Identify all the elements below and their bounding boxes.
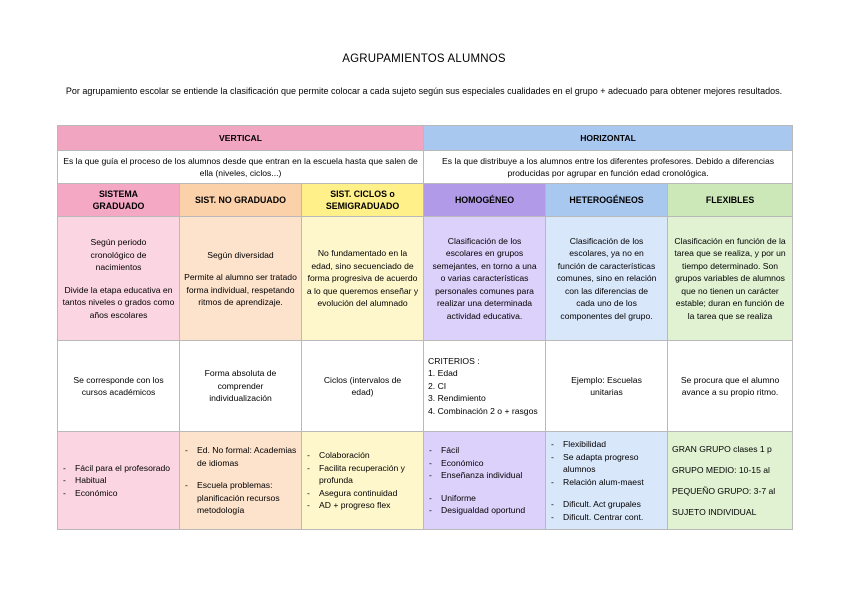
homogeneo-criteria [424,341,546,432]
homogeneo-definition: Clasificación de los escolares en grupos semejantes, en torno a una o varias características personales comunes para realizar una determinada actividad educativa. [424,217,546,341]
header-sistema-graduado: SISTEMA GRADUADO [58,184,180,217]
flexibles-relation: Se procura que el alumno avance a su propio ritmo. [668,341,793,432]
heterogeneo-definition: Clasificación de los escolares, ya no en función de características comunes, sino en relación con las diferencias de cada uno de los componentes del grupo. [546,217,668,341]
feature-item: - Económico [62,487,175,500]
homogeneo-features [424,432,546,530]
intro-paragraph: Por agrupamiento escolar se entiende la clasificación que permite colocar a cada sujeto según sus especiales cualidades en el grupo + adecuado para obtener mejores resultados. [65,86,783,96]
group-size-item: GRAN GRUPO clases 1 p [672,443,772,454]
no-graduado-def-b: Permite al alumno ser tratado forma individual, respetando ritmos de aprendizaje. [184,272,297,307]
flexibles-groups [668,432,793,530]
criteria-item: 2. CI [428,380,447,391]
no-graduado-features [180,432,302,530]
feature-item: - Dificult. Centrar cont. [550,511,663,524]
feature-item: - Facilita recuperación y profunda [306,462,419,487]
ciclos-features [302,432,424,530]
criteria-title: CRITERIOS : [428,355,480,366]
graduado-definition [58,217,180,341]
horizontal-header: HORIZONTAL [424,126,793,151]
header-no-graduado: SIST. NO GRADUADO [180,184,302,217]
group-size-item: PEQUEÑO GRUPO: 3-7 al [672,485,776,496]
vertical-header: VERTICAL [58,126,424,151]
heterogeneo-features [546,432,668,530]
grouping-table [57,125,793,530]
group-size-item: SUJETO INDIVIDUAL [672,506,757,517]
feature-item: - Fácil [428,444,541,457]
feature-item: - Enseñanza individual [428,469,541,482]
header-heterogeneos: HETEROGÉNEOS [546,184,668,217]
feature-item: - Desigualdad oportund [428,504,541,517]
criteria-item: 4. Combinación 2 o + rasgos [428,405,538,416]
feature-item: - Escuela problemas: planificación recursos metodología [184,479,297,517]
page-title: AGRUPAMIENTOS ALUMNOS [342,53,506,65]
ciclos-definition: No fundamentado en la edad, sino secuenciado de forma progresiva de acuerdo a lo que queremos enseñar y evolución del alumnado [302,217,424,341]
criteria-item: 3. Rendimiento [428,393,486,404]
feature-item: - Fácil para el profesorado [62,462,175,475]
criteria-item: 1. Edad [428,368,458,379]
group-size-item: GRUPO MEDIO: 10-15 al [672,464,770,475]
graduado-def-a: Según periodo cronológico de nacimientos [90,237,147,272]
header-homogeneo: HOMOGÉNEO [424,184,546,217]
ciclos-relation: Ciclos (intervalos de edad) [302,341,424,432]
feature-item: - AD + progreso flex [306,499,419,512]
graduado-relation: Se corresponde con los cursos académicos [58,341,180,432]
flexibles-definition: Clasificación en función de la tarea que se realiza, y por un tiempo determinado. Son grupos variables de alumnos que no tienen un carácter estable; duran en función de la tarea que se realiza [668,217,793,341]
heterogeneo-relation: Ejemplo: Escuelas unitarias [546,341,668,432]
feature-item: - Relación alum-maest [550,476,663,489]
feature-item: - Flexibilidad [550,438,663,451]
feature-item: - Colaboración [306,449,419,462]
feature-item: - Económico [428,457,541,470]
header-ciclos: SIST. CICLOS o SEMIGRADUADO [302,184,424,217]
feature-item: - Se adapta progreso alumnos [550,451,663,476]
no-graduado-relation: Forma absoluta de comprender individualización [180,341,302,432]
graduado-features [58,432,180,530]
feature-item: - Uniforme [428,492,541,505]
feature-item: - Asegura continuidad [306,487,419,500]
feature-item: - Ed. No formal: Academias de idiomas [184,444,297,469]
feature-item: - Habitual [62,474,175,487]
graduado-def-b: Divide la etapa educativa en tantos niveles o grados como años escolares [62,284,175,320]
vertical-description: Es la que guía el proceso de los alumnos desde que entran en la escuela hasta que salen de ella (niveles, ciclos...) [58,151,424,184]
feature-item: - Dificult. Act grupales [550,498,663,511]
no-graduado-def-a: Según diversidad [207,249,274,260]
no-graduado-definition [180,217,302,341]
header-flexibles: FLEXIBLES [668,184,793,217]
horizontal-description: Es la que distribuye a los alumnos entre los diferentes profesores. Debido a diferencias producidas por agrupar en función edad cronológica. [424,151,793,184]
